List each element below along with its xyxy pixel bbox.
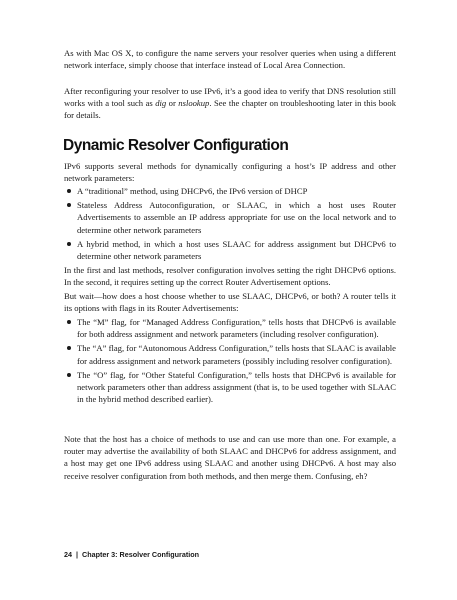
- list-item: [64, 238, 396, 262]
- paragraph-router-flags-intro: But wait—how does a host choose whether to use SLAAC, DHCPv6, or both? A router tells it its options with flags in its Router Advertisements:: [64, 291, 396, 314]
- list-item-text: A hybrid method, in which a host uses SLAAC for address assignment but DHCPv6 to determine other network parameters: [77, 238, 396, 262]
- bullet-icon: [67, 346, 71, 350]
- paragraph-text: . See the chapter on troubleshooting later in this book for details.: [64, 98, 396, 121]
- paragraph-mac-os-x: As with Mac OS X, to configure the name servers your resolver queries when using a different network interface, simply choose that interface instead of Local Area Connection.: [64, 48, 396, 71]
- section-heading: Dynamic Resolver Configuration: [63, 137, 289, 154]
- list-item-text: The “A” flag, for “Autonomous Address Configuration,” tells hosts that SLAAC is available for address assignment and network parameters (possibly including resolver configuration).: [77, 343, 396, 366]
- bullet-icon: [67, 203, 71, 207]
- paragraph-verify-dns: [64, 85, 396, 122]
- paragraph-resolver-options: In the first and last methods, resolver configuration involves setting the right DHCPv6 options. In the second, it requires setting up the correct Router Advertisement options.: [64, 265, 396, 288]
- list-item-text: The “O” flag, for “Other Stateful Configuration,” tells hosts that DHCPv6 is available for network parameters other than address assignment (that is, to be used together with SLAAC in the hybrid method described earlier).: [77, 369, 396, 405]
- list-item: [64, 199, 396, 236]
- list-item: [64, 185, 396, 197]
- nslookup-command: nslookup: [178, 98, 210, 109]
- list-item-text: Stateless Address Autoconfiguration, or SLAAC, in which a host uses Router Advertisements to assemble an IP address appropriate for use on the local network and to determine other network parameters: [77, 200, 396, 235]
- chapter-label: Chapter 3: Resolver Configuration: [82, 550, 200, 559]
- footer-separator: |: [76, 550, 79, 559]
- bullet-icon: [67, 189, 71, 193]
- list-item: [64, 316, 396, 340]
- bullet-icon: [67, 373, 71, 377]
- page-number: 24: [64, 550, 72, 559]
- dig-command: dig: [155, 98, 167, 109]
- bullet-icon: [67, 242, 71, 246]
- paragraph-text: After reconfiguring your resolver to use IPv6, it’s a good idea to verify that DNS resolution still works with a tool such as: [64, 86, 396, 109]
- list-item-text: The “M” flag, for “Managed Address Configuration,” tells hosts that DHCPv6 is available for both address assignment and network parameters (including resolver configuration).: [77, 317, 396, 340]
- page-footer: [64, 550, 199, 559]
- list-item-text: A “traditional” method, using DHCPv6, the IPv6 version of DHCP: [77, 186, 308, 196]
- list-item: [64, 342, 396, 366]
- paragraph-text: or: [166, 98, 179, 109]
- list-item: [64, 369, 396, 406]
- flags-list: [64, 316, 396, 407]
- methods-list: [64, 185, 396, 264]
- paragraph-methods-intro: IPv6 supports several methods for dynamically configuring a host’s IP address and other network parameters:: [64, 161, 396, 184]
- bullet-icon: [67, 320, 71, 324]
- paragraph-confusing: Note that the host has a choice of methods to use and can use more than one. For example, a router may advertise the availability of both SLAAC and DHCPv6 for address assignment, and a host may get one IPv6 address using SLAAC and another using DHCPv6. A host may also receive resolver configuration from both methods, and then merge them. Confusing, eh?: [64, 434, 396, 481]
